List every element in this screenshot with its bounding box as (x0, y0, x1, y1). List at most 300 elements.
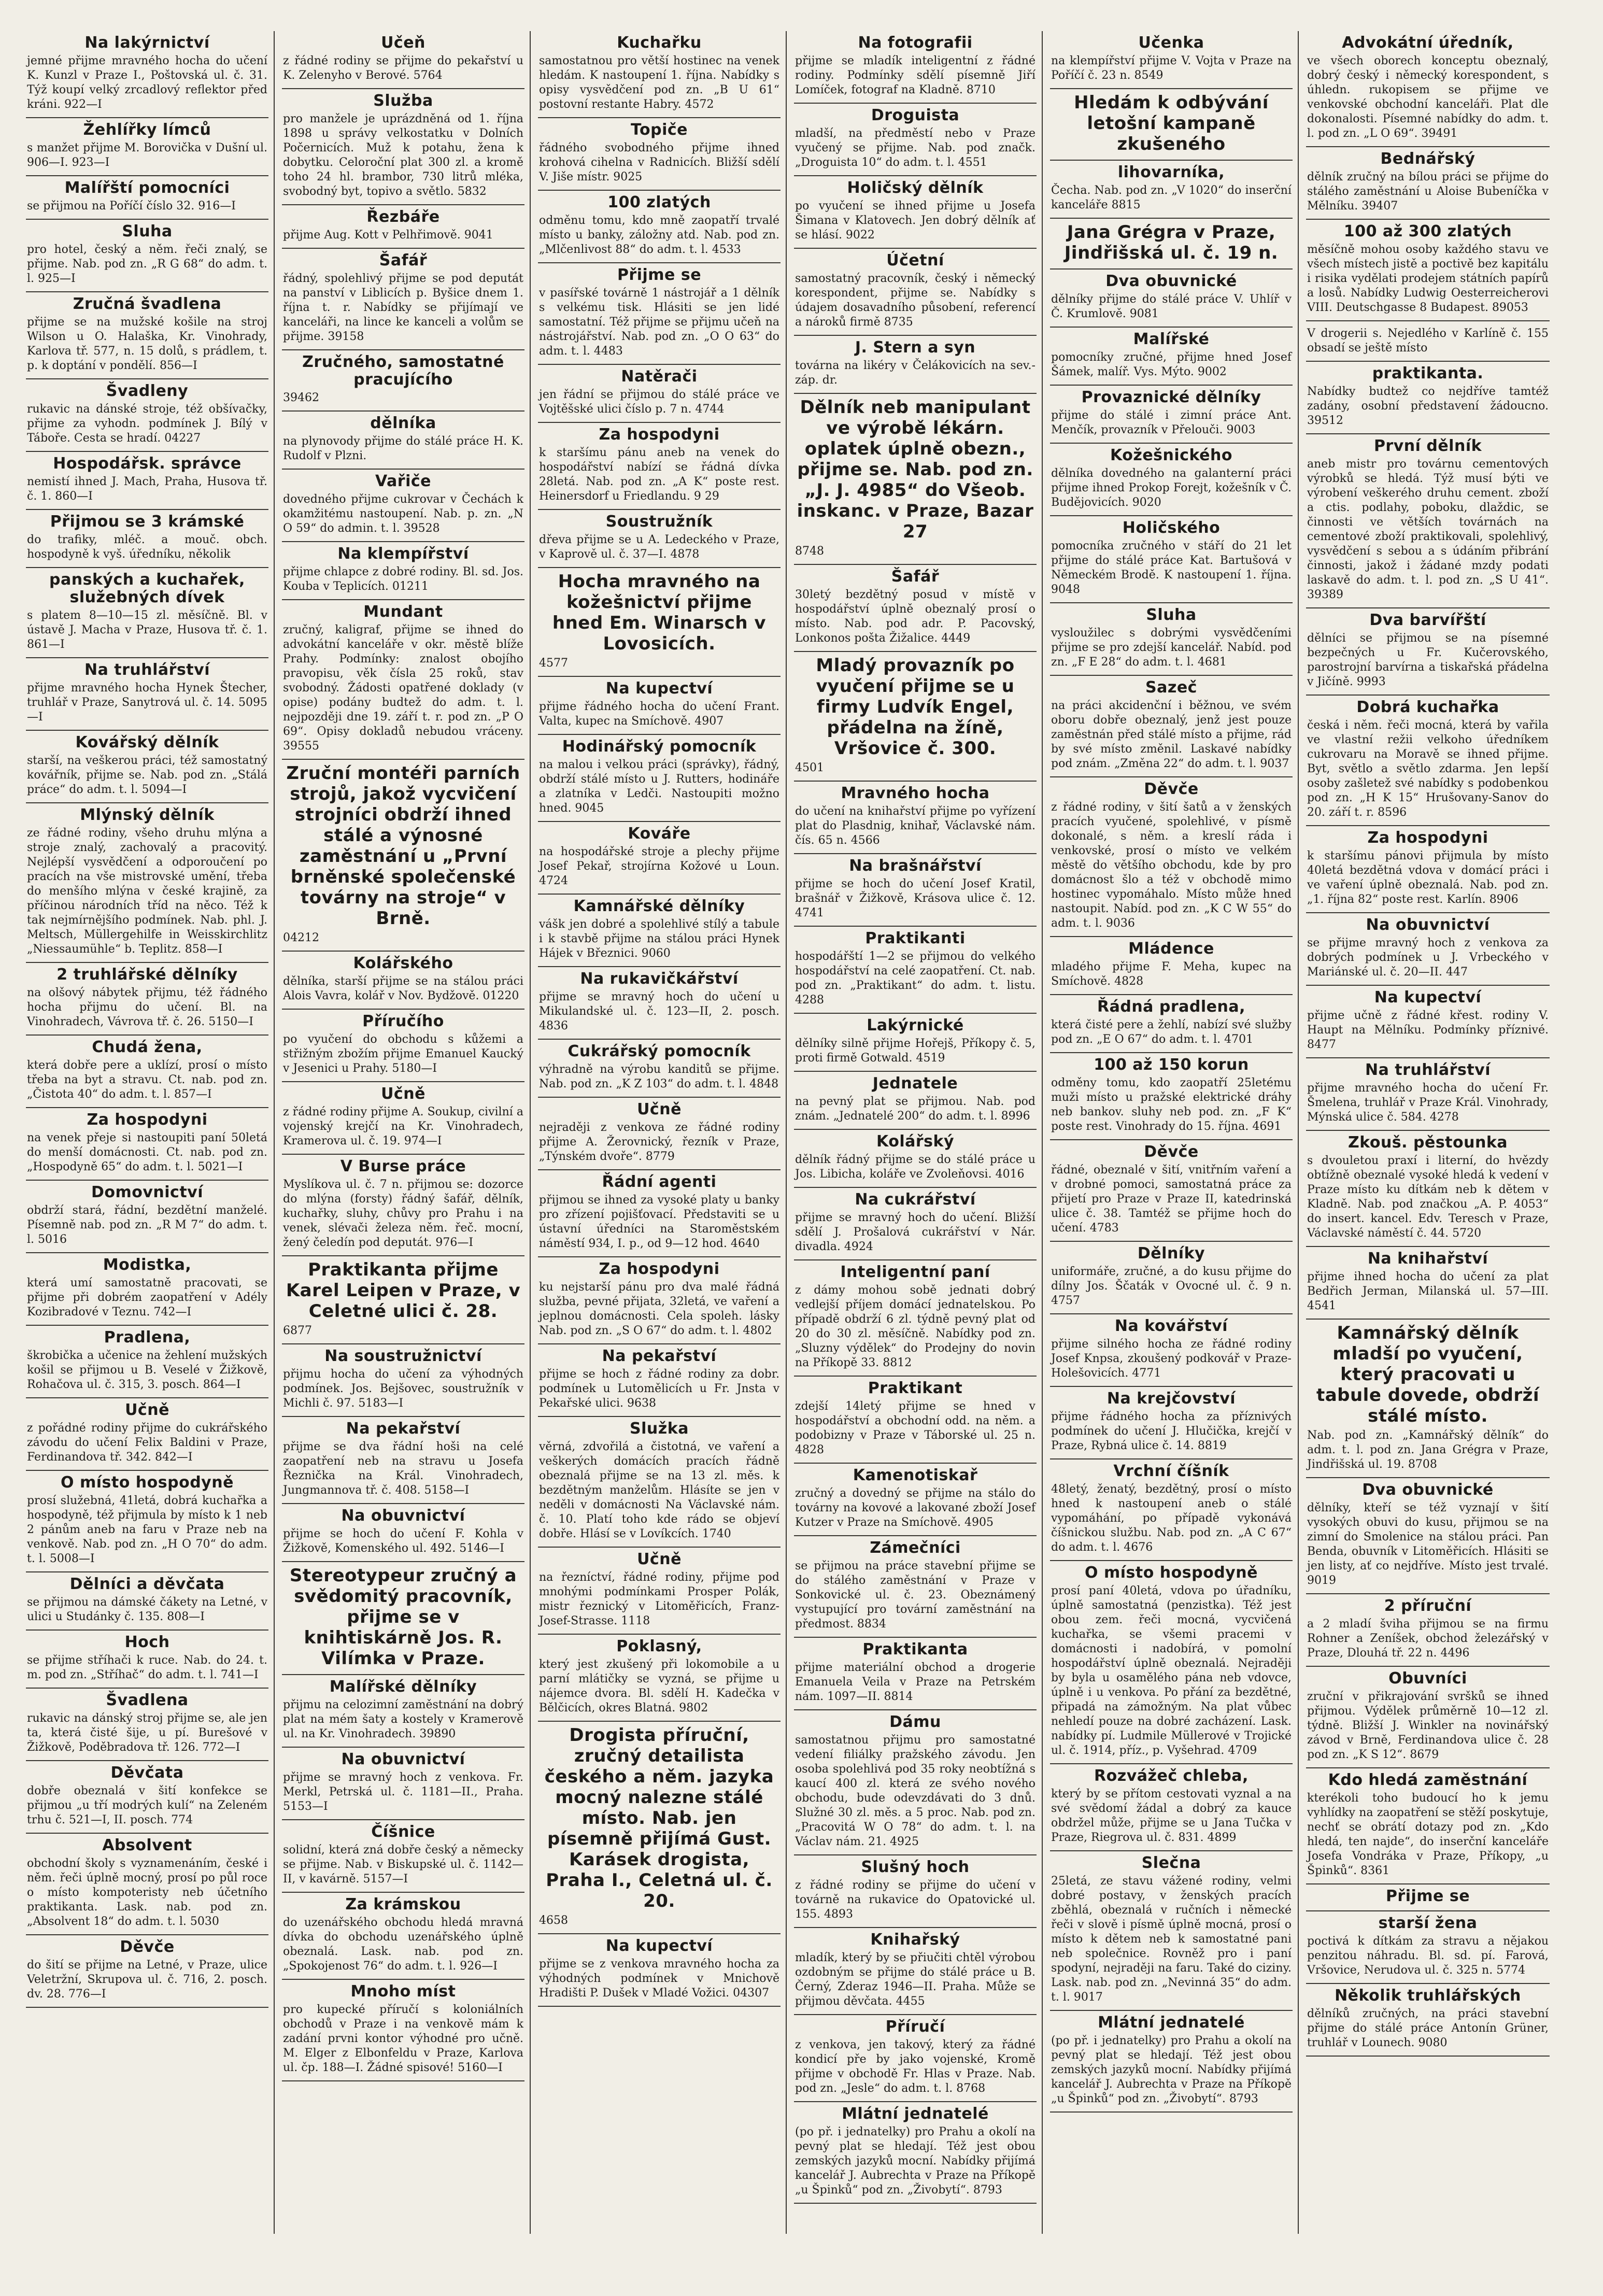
classified-ad (794, 1014, 1037, 1072)
column-2 (282, 31, 531, 2234)
ad-heading: Švadlena (106, 1691, 189, 1709)
ad-body: V drogerii s. Nejedlého v Karlíně č. 155 obsadí se ještě místo (1307, 327, 1549, 355)
classified-ad (26, 1935, 268, 2008)
classified-ad (1306, 986, 1550, 1058)
classified-ad (1306, 1667, 1550, 1768)
ad-body: (po př. i jednatelky) pro Prahu a okolí na pevný plat se hledají. Též jest obou zemských jazyků mocní. Nabídky přijímá kancelář J. Aubrechta v Praze na Příkopě „u Špinků“ pod zn. „Živobytí“. 8793 (795, 2125, 1035, 2196)
ad-heading: 100 až 150 korun (1094, 1056, 1249, 1074)
ad-body: přijme chlapce z dobré rodiny. Bl. sd. Jos. Kouba v Teplicích. 01211 (283, 565, 523, 593)
ad-heading: Na kupectví (605, 1937, 713, 1955)
ad-body: přijme mravného hocha do učení Fr. Šmelena, truhlář v Praze Král. Vinohrady, Mýnská ulice č. 584. 4278 (1307, 1082, 1549, 1124)
ad-body: ve všech oborech konceptu obeznalý, dobrý český i německý korespondent, s úhledn. rukopisem se přijme ve venkovské obchodní kanceláři. Plat dle dokonalosti. Písemné nabídky do adm. t. l. pod zn. „L O 69“. 39491 (1307, 54, 1549, 140)
ad-body: česká i něm. řeči mocná, která by vařila ve vlastní režii velkoho úředníkem cukrovaru na Moravě se ihned přijme. Byt, světlo a světlo zdarma. Jen lepší osoby zašletež své nabídky s podobenkou pod zn. „H K 15“ Hrušovany-Sanov do 20. září t. r. 8596 (1307, 719, 1549, 819)
ad-body: dobře obeznalá v šití konfekce se přijmou „u tří modrých kulí“ na Zeleném trhu č. 521—I, II. posch. 774 (27, 1784, 267, 1826)
ad-body: po vyučení se ihned přijme u Josefa Šimana v Klatovech. Jen dobrý dělník ať se hlásí. 9022 (795, 200, 1035, 242)
ad-heading: Topiče (631, 121, 688, 139)
ad-body: hospodářští 1—2 se přijmou do velkého hospodářství na celé zaopatření. Ct. nab. pod zn. „Praktikant“ do adm. t. listu. 4288 (795, 950, 1035, 1007)
classified-ad (26, 1834, 268, 1935)
ad-body: přijmou se ihned za vysoké platy u banky pro zřízení pojišťovací. Představiti se u ústavní úředníci na Staroměstském náměstí 934, I. p., od 9—12 hod. 4640 (539, 1194, 779, 1250)
ad-body: zručný, kaligraf, přijme se ihned do advokátní kanceláře v okr. městě blíže Prahy. Podmínky: znalost obojího pravopisu, věk čísla 25 roků, stav svobodný. Žádosti opatřené doklady (v opise) podány budtež do adm. t. l. nejpozději dne 19. září t. r. pod zn. „P O 69“. Opisy dokladů nebudou vráceny. 39555 (283, 623, 523, 753)
ad-heading: Malířské dělníky (329, 1678, 477, 1696)
ad-heading: Učeň (381, 34, 425, 52)
classified-ad (794, 31, 1037, 104)
classified-ad (1050, 89, 1293, 161)
classified-ad (794, 2015, 1037, 2102)
ad-heading: Dva barvířští (1369, 611, 1486, 629)
ad-body: přijme do stálé i zimní práce Ant. Menčík, provazník v Přelouči. 9003 (1051, 409, 1292, 436)
ad-heading: Praktikant (868, 1379, 963, 1397)
ad-body: dělníky silně přijme Hořejš, Příkopy č. 5, proti firmě Gotwald. 4519 (795, 1037, 1035, 1065)
ad-body: starší, na veškerou práci, též samostatný kovářník, přijme se. Nab. pod zn. „Stálá práce“ do adm. t. l. 5094—I (27, 754, 267, 796)
ad-heading: Hodinářský pomocník (562, 738, 757, 756)
classified-ad (282, 542, 524, 600)
ad-heading: Pradlena, (104, 1328, 191, 1347)
ad-heading: Mlátní jednatelé (1098, 2014, 1245, 2032)
ad-body: 48letý, ženatý, bezdětný, prosí o místo hned k nastoupení aneb o stálé vypomáhání, po případě vykonává číšnickou službu. Nab. pod zn. „A C 67“ do adm. t. l. 4676 (1051, 1483, 1292, 1554)
classified-ad (538, 1344, 781, 1417)
column-6 (1306, 31, 1555, 2234)
ad-heading: Holičského (1122, 519, 1221, 537)
ad-heading: Slečna (1141, 1854, 1201, 1872)
ad-heading: Přijme se (1385, 1887, 1470, 1905)
ad-body: přijme se mravný hoch do učení u Mikulandské ul. č. 123—II, 2. posch. 4836 (539, 990, 779, 1032)
classified-ad (1050, 161, 1293, 219)
classified-ad (538, 263, 781, 365)
classified-ad (282, 1893, 524, 1980)
ad-body: která čisté pere a žehlí, nabízí své služby pod zn. „E O 67“ do adm. t. l. 4701 (1051, 1018, 1292, 1046)
ad-heading: Knihařský (870, 1931, 960, 1949)
ad-body: řádné, obeznalé v šití, vnitřním vaření a v drobné pomoci, samostatná práce za přijetí pro Praze v Praze II, katedrinská ulice č. 38. Tamtéž se přijme hoch do učení. 4783 (1051, 1164, 1292, 1235)
ad-heading: Mnoho míst (350, 1982, 456, 2001)
classified-ad (1050, 1764, 1293, 1851)
ad-heading: Dělníky (1137, 1244, 1205, 1263)
classified-ad (26, 803, 268, 963)
classified-ad (1306, 913, 1550, 986)
classified-ad (282, 412, 524, 470)
ad-body: na pevný plat se přijmou. Nab. pod znám. „Jednatelé 200“ do adm. t. l. 8996 (795, 1095, 1035, 1123)
ad-heading: Domovnictví (91, 1183, 204, 1201)
ad-body: s platem 8—10—15 zl. měsíčně. Bl. v ústavě J. Macha v Praze, Husova tř. č. 1. 861—I (27, 609, 267, 651)
ad-heading: Na truhlářství (1365, 1061, 1491, 1079)
ad-heading: Provaznické dělníky (1081, 388, 1261, 406)
classified-ad (538, 735, 781, 822)
classified-ad (26, 658, 268, 731)
ad-body: prosí paní 40letá, vdova po úřadníku, úplně samostatná (penzistka). Též jest obou zem. řeči mocná, vycvičená kuchařka, se všemi pracemi v domácnosti i nadobírá, v pomolní hospodářství úplně obeznalá. Nejraději by byla u osamělého pána neb vdovce, úplně i u venkova. Po přání za bezdětné, připadá na zámožným. Na plat vůbec nehledí pouze na dobré zacházení. Lask. nabídky pí. Ludmile Müllerové v Trojické ul. č. 1914, příz., p. Vyšehrad. 4709 (1051, 1584, 1292, 1757)
ad-heading: Slušný hoch (861, 1858, 970, 1876)
classified-ad (26, 1108, 268, 1181)
classified-ad (1050, 1053, 1293, 1140)
ad-heading: Na obuvnictví (341, 1750, 465, 1768)
ad-heading: Na cukrářství (855, 1190, 976, 1209)
classified-ad (1306, 1984, 1550, 2057)
ad-body: přijme mravného hocha Hynek Štecher, truhlář v Praze, Sanytrová ul. č. 14. 5095—I (27, 682, 267, 724)
classified-ad (794, 927, 1037, 1014)
classified-ad (26, 963, 268, 1036)
ad-heading: Stereotypeur zručný a svědomitý pracovník, přijme se v knihtiskárně Jos. R. Vilímka v Praze. (289, 1565, 517, 1669)
classified-ad (1050, 676, 1293, 777)
ad-body: po vyučení do obchodu s kůžemi a střižným zbožím přijme Emanuel Kaucký v Jesenici u Prahy. 5180—I (283, 1033, 523, 1075)
classified-ad (26, 510, 268, 568)
ad-body: škrobička a učenice na žehlení mužských košil se přijmou u B. Veselé v Žižkově, Rohačova ul. č. 315, 3. posch. 864—I (27, 1349, 267, 1391)
classified-ad (794, 1638, 1037, 1710)
ad-heading: Advokátní úředník, (1342, 34, 1514, 52)
ad-heading: Dobrá kuchařka (1356, 698, 1499, 716)
ad-heading: Inteligentní paní (840, 1263, 990, 1281)
ad-body: s dvouletou praxí i literní, do hvězdy obtížně obeznalé vysoké hledá k vedení v Praze místo ku dítkám neb k dětem v Kladně. Nab. pod značkou „A. P. 4053“ do insert. kancel. Edv. Teresch v Praze, Václavské náměstí č. 44. 5720 (1307, 1154, 1549, 1240)
ad-body: zruční v přikrajování svršků se ihned přijmou. Výdělek průměrně 10—12 zl. týdně. Bližší J. Winkler na novinářský závod v Brně, Ferdinandova ulice č. 28 pod zn. „K S 12“. 8679 (1307, 1690, 1549, 1761)
classified-ad (538, 1635, 781, 1722)
classified-ad (282, 1980, 524, 2081)
ad-heading: Zručného, samostatné pracujícího (302, 353, 504, 389)
ad-body: přijme Aug. Kott v Pelhřimově. 9041 (283, 229, 493, 242)
ad-body: Nab. pod zn. „Kamnářský dělník“ do adm. t. l. pod zn. Jana Grégra v Praze, Jindřišská ul. 19. 8708 (1307, 1429, 1549, 1471)
ad-body: 04212 (283, 931, 319, 944)
classified-ad (794, 1464, 1037, 1536)
ad-heading: Poklasný, (616, 1637, 702, 1655)
ad-body: pomocníka zručného v stáří do 21 let přijme do stálé práce Kat. Bartušová v Německém Brodě. K nastoupení 1. října. 9048 (1051, 540, 1292, 596)
ad-body: a 2 mladí šviha přijmou se na firmu Rohner a Zeníšek, obchod železářský v Praze, Dlouhá tř. 22 n. 4496 (1307, 1618, 1549, 1660)
ad-heading: Mlýnský dělník (80, 806, 215, 824)
ad-body: se přijmou na práce stavební přijme se do stálého zaměstnání v Praze v Sonkovické ul. č. 23. Obeznámený vystupující pro tovární zaměstnání na předmost. 8834 (795, 1560, 1035, 1631)
ad-heading: Na rukavičkářství (580, 970, 739, 988)
ad-heading: Holičský dělník (847, 179, 984, 197)
ad-body: která dobře pere a uklízí, prosí o místo třeba na byt a stravu. Ct. nab. pod zn. „Čistota 40“ do adm. t. l. 857—I (27, 1059, 267, 1101)
ad-heading: Za hospodyni (599, 426, 720, 444)
classified-ad (1050, 1242, 1293, 1314)
ad-heading: Lakýrnické (867, 1016, 964, 1034)
ad-heading: Hledám k odbývání letošní kampaně zkušeného (1074, 92, 1269, 154)
ad-body: dělníci se přijmou se na písemné bezpečných u Fr. Kučerovského, parostrojní barvírna a tiskařská přádelna v Jičíně. 9993 (1307, 632, 1549, 688)
ad-body: z řádné rodiny přijme A. Soukup, civilní a vojenský krejčí na Kr. Vinohradech, Kramerova ul. č. 19. 974—I (283, 1106, 523, 1147)
ad-heading: Dělník neb manipulant ve výrobě lékárn. oplatek úplně obezn., přijme se. Nab. pod zn. „J. J. 4985“ do Všeob. inskanc. v Praze, Bazar 27 (797, 397, 1034, 542)
ad-heading: Příručí (885, 2018, 945, 2036)
ad-heading: Na kupectví (605, 679, 713, 698)
classified-ad (1050, 937, 1293, 995)
ad-heading: O místo hospodyně (61, 1473, 234, 1492)
classified-ad (538, 967, 781, 1040)
ad-body: přijmu hocha do učení za výhodných podmínek. Jos. Bejšovec, soustružník v Michli č. 97. 5183—I (283, 1368, 523, 1410)
ad-heading: Malířské (1133, 330, 1210, 348)
classified-ad (794, 1710, 1037, 1855)
classified-ad (1050, 603, 1293, 676)
ad-heading: Na obuvnictví (341, 1507, 465, 1525)
ad-body: přijme řádného hocha za příznivých podmínek do učení J. Hlučička, krejčí v Praze, Rybná ulice č. 14. 8819 (1051, 1410, 1292, 1452)
ad-heading: 2 truhlářské dělníky (56, 966, 238, 984)
classified-ad (1306, 434, 1550, 608)
ad-body: vysloužilec s dobrými vysvědčeními přijme se pro zdejší kancelář. Nabíd. pod zn. „F E 28“ do adm. t. l. 4681 (1051, 627, 1292, 669)
classified-ad (1306, 1058, 1550, 1131)
ad-heading: Drogista příruční, zručný detailista českého a něm. jazyka mocný nalezne stálé místo. Nab. jen písemně přijímá Gust. Karásek drogista, Praha I., Celetná ul. č. 20. (544, 1725, 774, 1911)
classified-ad (26, 31, 268, 118)
ad-heading: Za hospodyni (1367, 829, 1488, 847)
classified-ad (26, 1572, 268, 1631)
classified-ad (282, 350, 524, 412)
classified-ad (794, 1072, 1037, 1130)
classified-ad (1050, 444, 1293, 516)
classified-ad (538, 1257, 781, 1344)
ad-body: 4577 (539, 657, 568, 670)
ad-body: na olšový nábytek přijmu, též řádného hocha přijmu do učení. Bl. na Vinohradech, Vávrova tř. č. 26. 5150—I (27, 986, 267, 1028)
ad-body: výhradně na výrobu kanditů se přijme. Nab. pod zn. „K Z 103“ do adm. t. l. 4848 (539, 1063, 779, 1090)
classified-ad (26, 452, 268, 510)
ad-heading: Praktikanti (865, 929, 966, 947)
ad-heading: Dva obuvnické (1105, 272, 1237, 290)
ad-body: z dámy mohou sobě jednati dobrý vedlejší příjem domácí jednatelskou. Po případě obdrží 6 zl. týdně pevný plat od 20 do 30 zl. měsíčně. Nabídky pod zn. „Sluzny výdělek“ do Prodejny do novin na Příkopě 33. 8812 (795, 1284, 1035, 1369)
ad-body: samostatnou přijmu pro samostatné vedení filiálky pražského závodu. Jen osoba spolehlivá pod 35 roky neobtížná s kaucí 400 zl. která ze svého nového obchodu, bude odevzdávati do 3 dnů. Služné 30 zl. měs. a 5 proc. Nab. pod zn. „Pracovitá W O 78“ do adm. t. l. na Václav nám. 21. 4925 (795, 1734, 1035, 1848)
ad-heading: dělníka (370, 414, 436, 432)
ad-body: z řádné rodiny se přijme do učení v továrně na rukavice do Opatovické ul. 155. 4893 (795, 1879, 1035, 1921)
ad-heading: Absolvent (102, 1836, 192, 1854)
ad-body: přijme se hoch do učení F. Kohla v Žižkově, Komenského ul. 492. 5146—I (283, 1527, 523, 1555)
classified-ad (794, 1130, 1037, 1188)
ad-heading: Učně (125, 1401, 169, 1419)
ad-body: samostatnou pro větší hostinec na venek hledám. K nastoupení 1. října. Nabídky s opisy vysvědčení pod zn. „B U 61“ postovní restante Habry. 4572 (539, 54, 779, 111)
ad-body: se přijme mravný hoch z venkova za dobrých podmínek u J. Vrbeckého v Mariánské ul. č. 20—II. 447 (1307, 937, 1549, 979)
classified-ad (538, 510, 781, 568)
ad-heading: Na knihařství (1367, 1250, 1488, 1268)
ad-heading: Služba (373, 92, 433, 110)
ad-body: dělníka, starší přijme se na stálou práci Alois Vavra, kolář v Nov. Bydžově. 01220 (283, 975, 523, 1002)
ad-heading: Na krejčovství (1107, 1390, 1236, 1408)
ad-body: zručný a dovedný se přijme na stálo do továrny na kovové a lakované zboží Josef Kutzer v Praze na Smíchově. 4905 (795, 1487, 1035, 1529)
ad-heading: Hocha mravného na kožešnictví přijme hned Em. Winarsch v Lovosicích. (552, 571, 767, 654)
ad-body: Myslíkova ul. č. 7 n. přijmou se: dozorce do mlýna (forsty) řádný šafář, dělník, kuchařky, sluhy, chůvy pro Prahu i na venek, slévači železa něm. řeč. mocní, žený čeledín pod deputát. 976—I (283, 1178, 523, 1249)
ad-heading: Na obuvnictví (1366, 916, 1490, 934)
classified-ad (794, 854, 1037, 927)
ad-heading: Kovářský dělník (75, 733, 219, 752)
ad-heading: Za krámskou (345, 1895, 461, 1914)
classified-ad (26, 731, 268, 803)
classified-ad (538, 423, 781, 510)
classified-ad (794, 336, 1037, 394)
ad-body: přijme silného hocha ze řádné rodiny Josef Knpsa, zkoušený podkovář v Praze-Holešovicích. 4771 (1051, 1338, 1292, 1380)
ad-body: na práci akcidenční i běžnou, ve svém oboru dobře obeznalý, jenž jest pouze zaměstnán před stálé místo a přijme, rád by své místo změnil. Laskavé nabídky pod znám. „Změna 22“ do adm. t. l. 9037 (1051, 699, 1292, 770)
ad-heading: Chudá žena, (92, 1038, 203, 1056)
ad-body: do trafiky, mléč. a mouč. obch. hospodyně k vyš. úředníku, několik (27, 533, 267, 561)
ad-body: na klempířství přijme V. Vojta v Praze na Poříčí č. 23 n. 8549 (1051, 54, 1292, 82)
classified-ad (26, 568, 268, 658)
ad-heading: 2 příruční (1384, 1597, 1472, 1615)
classified-ad (794, 394, 1037, 565)
ad-body: prosí služebná, 41letá, dobrá kuchařka a hospodyně, též přijmula by místo k 1 neb 2 pánům aneb na faru v Praze neb na venkově. Nab. pod zn. „H O 70“ do adm. t. l. 5008—I (27, 1494, 267, 1565)
ad-body: v pasířské továrně 1 nástrojář a 1 dělník s velkému tisk. Hlásiti se jen lidé samostatní. Též přijme se přijmu učeň na nástrojářství. Nab. pod zn. „O O 63“ do adm. t. l. 4483 (539, 287, 779, 358)
classified-ad (794, 1928, 1037, 2015)
classified-ad (794, 1260, 1037, 1377)
ad-heading: Vařiče (375, 472, 432, 490)
ad-body: z venkova, jen takový, který za řádné kondicí pře by jako vojenské, Kromě přijme v obchodě Fr. Hlas v Praze. Nab. pod zn. „Jesle“ do adm. t. l. 8768 (795, 2038, 1035, 2095)
ad-heading: Natěrači (621, 367, 698, 386)
ad-heading: Švadleny (106, 382, 189, 400)
classified-ad (794, 2102, 1037, 2204)
classified-ad (282, 1344, 524, 1417)
ad-heading: Na lakýrnictví (84, 34, 210, 52)
classified-ad (26, 176, 268, 220)
ad-heading: Služka (630, 1420, 689, 1438)
ad-heading: Zruční montéři parních strojů, jakož vycvičení strojníci obdrží ihned stálé a výnosné zaměstnání u „První brněnské společenské továrny na stroje“ v Brně. (286, 763, 520, 929)
ad-body: ku nejstarší pánu pro dva malé řádná služba, pevné přijata, 32letá, ve vaření a jeplnou domácnosti. Cela spoleh. lásky Nab. pod zn. „S O 67“ do adm. t. l. 4802 (539, 1281, 779, 1337)
column-5 (1050, 31, 1299, 2234)
ad-body: na plynovody přijme do stálé práce H. K. Rudolf v Plzni. (283, 435, 523, 462)
ad-body: (po př. i jednatelky) pro Prahu a okolí na pevný plat se hledají. Též jest obou zemských jazyků mocní. Nabídky přijímá kancelář J. Aubrechta v Praze na Příkopě „u Špinků“ pod zn. „Živobytí“. 8793 (1051, 2034, 1292, 2105)
ad-body: přijme řádného hocha do učení Frant. Valta, kupec na Smíchově. 4907 (539, 700, 779, 728)
ad-heading: Vrchní číšník (1113, 1462, 1229, 1480)
ad-heading: Jana Grégra v Praze, Jindřišská ul. č. 19 n. (1064, 222, 1279, 263)
ad-heading: J. Stern a syn (855, 338, 976, 357)
column-3 (538, 31, 787, 2234)
classified-ad (538, 191, 781, 263)
ad-body: odměnu tomu, kdo mně zaopatří trvalé místo u banky, záložny atd. Nab. pod zn. „Mlčenlivost 88“ do adm. t. l. 4533 (539, 214, 779, 256)
ad-heading: První dělník (1373, 437, 1482, 455)
classified-ad (538, 1934, 781, 2007)
ad-body: nemistí ihned J. Mach, Praha, Husova tř. č. 1. 860—I (27, 475, 267, 503)
ad-body: pomocníky zručné, přijme hned Josef Šámek, malíř. Vys. Mýto. 9002 (1051, 351, 1292, 378)
ad-body: se přijmou na Poříčí číslo 32. 916—I (27, 200, 236, 212)
ad-heading: Mládence (1128, 940, 1214, 958)
ad-body: do učení na knihařství přijme po vyřízení plat do Plasdnig, knihař, Václavské nám. čís. 65 n. 4566 (795, 805, 1035, 847)
classified-ad (538, 822, 781, 895)
ad-heading: Bednářský (1380, 150, 1476, 168)
classified-ad (1306, 362, 1550, 434)
ad-heading: Učně (637, 1100, 682, 1118)
classified-ad (1306, 1594, 1550, 1667)
classified-ad (1306, 1131, 1550, 1247)
classified-ad (538, 365, 781, 423)
column-4 (794, 31, 1043, 2234)
classified-ad (794, 1536, 1037, 1638)
ad-body: poctivá k dítkám za stravu a nějakou penzitou náhradu. Bl. sd. pí. Farová, Vršovice, Nerudova ul. č. 325 n. 5774 (1307, 1935, 1549, 1977)
classified-ad (794, 1855, 1037, 1928)
classified-ad (282, 1820, 524, 1893)
ad-body: dělníky přijme do stálé práce V. Uhlíř v Č. Krumlově. 9081 (1051, 293, 1292, 320)
ad-heading: panských a kuchařek, služebných dívek (49, 571, 245, 606)
ad-heading: Na brašnářství (849, 857, 982, 875)
classified-ad (1050, 386, 1293, 444)
ad-body: 39462 (283, 391, 319, 404)
classified-ad (538, 1722, 781, 1934)
ad-body: řádného svobodného přijme ihned krohová cihelna v Radnicích. Bližší sdělí V. Jiše místr. 9025 (539, 141, 779, 183)
ad-body: aneb mistr pro továrnu cementových výrobků se hledá. Týž musí býti ve výrobení veškerého druhu cement. zboží a ctis. podlahy, poboku, dlaždic, se činnosti ve větších továrnách na cementové zboží praktikovali, spolehlivý, vysvědčení s sebou a s údáním přibrání činnosti, jakož i žádané mzdy podati laskavě do adm. t. l. pod zn. „S U 41“. 39389 (1307, 458, 1549, 601)
ad-heading: Na klempířství (337, 545, 469, 563)
classified-ad (1306, 608, 1550, 696)
ad-heading: Kuchařku (617, 34, 702, 52)
ad-body: dřeva přijme se u A. Ledeckého v Praze, v Kaprově ul. č. 37—I. 4878 (539, 533, 779, 561)
ad-body: přijmu na celozimní zaměstnání na dobrý plat na mém šaty a kostely v Kramerově ul. na Kr. Vinohradech. 39890 (283, 1698, 523, 1740)
ad-body: do uzenářského obchodu hledá mravná dívka do obchodu uzenářského úplně obeznalá. Lask. nab. pod zn. „Spokojenost 76“ do adm. t. l. 926—I (283, 1916, 523, 1973)
classified-ad (282, 760, 524, 952)
ad-body: s manžet přijme M. Borovička v Dušní ul. 906—I. 923—I (27, 141, 267, 169)
ad-heading: Učenka (1138, 34, 1204, 52)
classified-ad (538, 1417, 781, 1548)
ad-heading: lihovarníka, (1117, 163, 1225, 181)
ad-heading: Šafář (891, 568, 940, 586)
classified-ad (26, 1471, 268, 1572)
ad-heading: Dámu (889, 1713, 941, 1731)
ad-body: obdrží stará, řádní, bezdětní manželé. Písemně nab. pod zn. „R M 7“ do adm. t. l. 5016 (27, 1204, 267, 1246)
ad-heading: Řezbáře (366, 208, 440, 226)
classified-ad (26, 1631, 268, 1689)
ad-heading: Na pekařství (346, 1420, 461, 1438)
ad-body: zdejší 14letý přijme se hned v hospodářství a obchodní odd. na něm. a podobizny v Praze v Táborské ul. 25 n. 4828 (795, 1400, 1035, 1456)
classified-ad (26, 379, 268, 452)
classified-ad (1306, 31, 1550, 147)
classified-ad (26, 1181, 268, 1253)
ad-heading: Na kovářství (1114, 1317, 1228, 1335)
ad-heading: Mladý provazník po vyučení přijme se u firmy Ludvík Engel, přádelna na žíně, Vršovice č. 300. (816, 655, 1015, 759)
ad-heading: Zručná švadlena (73, 295, 222, 313)
ad-body: kterékoli toho budoucí ho k jemu vyhlídky na zaopatření se stěží poskytuje, nechť se obrátí dotazy pod zn. „Kdo hledá, ten najde“, do inserční kanceláře Josefa Vondráka v Praze, Příkopy, „u Špinků“. 8361 (1307, 1792, 1549, 1877)
ad-heading: Na soustružnictví (324, 1347, 482, 1365)
classified-ad (1306, 696, 1550, 826)
ad-body: rukavic na dánský stroj přijme se, ale jen ta, která čisté šije, u pí. Burešové v Žižkově, Poděbradova tř. 126. 772—I (27, 1712, 267, 1754)
ad-body: do šití se přijme na Letné, v Praze, ulice Veletržní, Skrupova ul. č. 716, 2. posch. dv. 28. 776—I (27, 1959, 267, 2001)
classified-ad (1050, 31, 1293, 89)
ad-heading: Modistka, (103, 1256, 192, 1274)
classified-ad (1050, 777, 1293, 937)
ad-heading: Mravného hocha (841, 784, 990, 802)
ad-body: se přijme stříhači k ruce. Nab. do 24. t. m. pod zn. „Stříhač“ do adm. t. l. 741—I (27, 1654, 267, 1681)
ad-body: přijme se mravný hoch z venkova. Fr. Merkl, Petrská ul. č. 1181—II., Praha. 5153—I (283, 1771, 523, 1813)
classified-ad (1050, 1851, 1293, 2011)
classified-ad (282, 1155, 524, 1256)
ad-heading: 100 až 300 zlatých (1343, 222, 1512, 240)
ad-heading: Děvče (120, 1938, 175, 1956)
ad-heading: Šafář (379, 251, 428, 270)
classified-ad (1050, 219, 1293, 270)
ad-body: řádný, spolehlivý přijme se pod deputát na panství v Liblicích p. Byšice dnem 1. října t. r. Nabídky se přijímají ve kanceláři, na lince ke kanceli a volům se přijme. 39158 (283, 272, 523, 343)
ad-heading: Číšnice (371, 1823, 435, 1841)
ad-body: pro kupecké příručí s koloniálních obchodů v Praze i na venkově mám k zadání prvni kontor výhodné pro učně. M. Elger z Elbonfeldu v Praze, Karlova ul. čp. 188—I. Žádné spisové! 5160—I (283, 2003, 523, 2074)
classified-ad (1306, 1768, 1550, 1884)
ad-body: 4501 (795, 761, 824, 774)
ad-body: přijme se hoch z řádné rodiny za dobr. podmínek u Lutomělicích u Fr. Jnsta v Pekařské ulici. 9638 (539, 1368, 779, 1410)
classified-ad (1306, 1911, 1550, 1984)
classified-ad (26, 1689, 268, 1761)
ad-heading: Sazeč (1145, 678, 1197, 697)
ad-heading: Děvče (1144, 780, 1199, 798)
ad-heading: Žehlířky límců (83, 121, 211, 139)
ad-body: pro manžele je uprázdněná od 1. října 1898 u správy velkostatku v Dolních Počernicích. Muž k potahu, žena k dobytku. Celoroční plat 300 zl. a kromě toho 24 hl. brambor, 730 litrů mléka, svobodný byt, topivo a světlo. 5832 (283, 112, 523, 198)
classified-ad (794, 249, 1037, 336)
ad-body: jen řádní se přijmou do stálé práce ve Vojtěšské ulici číslo p. 7 n. 4744 (539, 388, 779, 416)
classified-ad (282, 31, 524, 89)
ad-heading: Sluha (1146, 606, 1197, 624)
ad-heading: Malířští pomocníci (64, 179, 230, 197)
ad-body: 25letá, ze stavu vážené rodiny, velmi dobré postavy, v ženských pracích zběhlá, obeznalá v ručních i německé řeči v slově i písmě úplně mocná, prosí o místo k dětem neb k samostatné pani neb společnice. Rovněž pro i paní spodyní, nejraději na faru. Také do ciziny. Lask. nab. pod zn. „Nevinná 35“ do adm. t. l. 9017 (1051, 1875, 1292, 2004)
classified-ad (26, 1036, 268, 1108)
ad-heading: Cukrářský pomocník (568, 1042, 751, 1060)
classified-ad (282, 1562, 524, 1675)
ad-body: věrná, zdvořilá a čistotná, ve vaření a veškerých domácích pracích řádně obeznalá přijme se na 13 zl. měs. k bezdětným manželům. Hlásíte se jen v neděli v domácnosti Na Václavské nám. č. 10. Platí toho kde rádo se objeví dobře. Hlásí se v Lovíkcích. 1740 (539, 1440, 779, 1540)
ad-body: samostatný pracovník, český i německý korespondent, přijme se. Nabídky s údajem dosavadního působení, referencí a nároků firmě 8735 (795, 272, 1035, 329)
ad-heading: Hospodářsk. správce (53, 455, 242, 473)
classified-ad (282, 1675, 524, 1748)
ad-heading: Dva obuvnické (1362, 1481, 1494, 1499)
ad-body: dělník zručný na bílou práci se přijme do stálého zaměstnání u Aloise Bubeníčka v Mělníku. 39407 (1307, 171, 1549, 212)
ad-body: pro hotel, český a něm. řeči znalý, se přijme. Nab. pod zn. „R G 68“ do adm. t. l. 925—I (27, 243, 267, 285)
ad-body: k staršímu pánu aneb na venek do hospodářství nabízí se řádná dívka 28letá. Nab. pod zn. „A K“ poste rest. Heinersdorf u Friedlandu. 9 29 (539, 446, 779, 503)
classified-ad (26, 1398, 268, 1471)
ad-body: 8748 (795, 545, 824, 558)
ad-heading: Příručího (362, 1012, 444, 1030)
ad-body: z řádné rodiny, v šití šatů a v ženských pracích vyučené, spolehlivé, v písmě dokonalé, s něm. a kreslí ráda i venkovské, prosí o místo ve velkém městě do většího obchodu, kde by pro domácnost šlo a též v obchodě mimo hostinec vypomáhalo. Místo může hned nastoupit. Nabíd. pod zn. „K C W 55“ do adm. t. l. 9036 (1051, 801, 1292, 930)
classified-ad (794, 104, 1037, 176)
ad-heading: Učně (381, 1085, 425, 1103)
ad-heading: Kolářský (876, 1132, 954, 1151)
classified-ad (538, 1040, 781, 1098)
classified-ad (282, 1504, 524, 1562)
ad-body: mladého přijme F. Meha, kupec na Smíchově. 4828 (1051, 960, 1292, 988)
newspaper-classifieds-page (26, 31, 1576, 2234)
